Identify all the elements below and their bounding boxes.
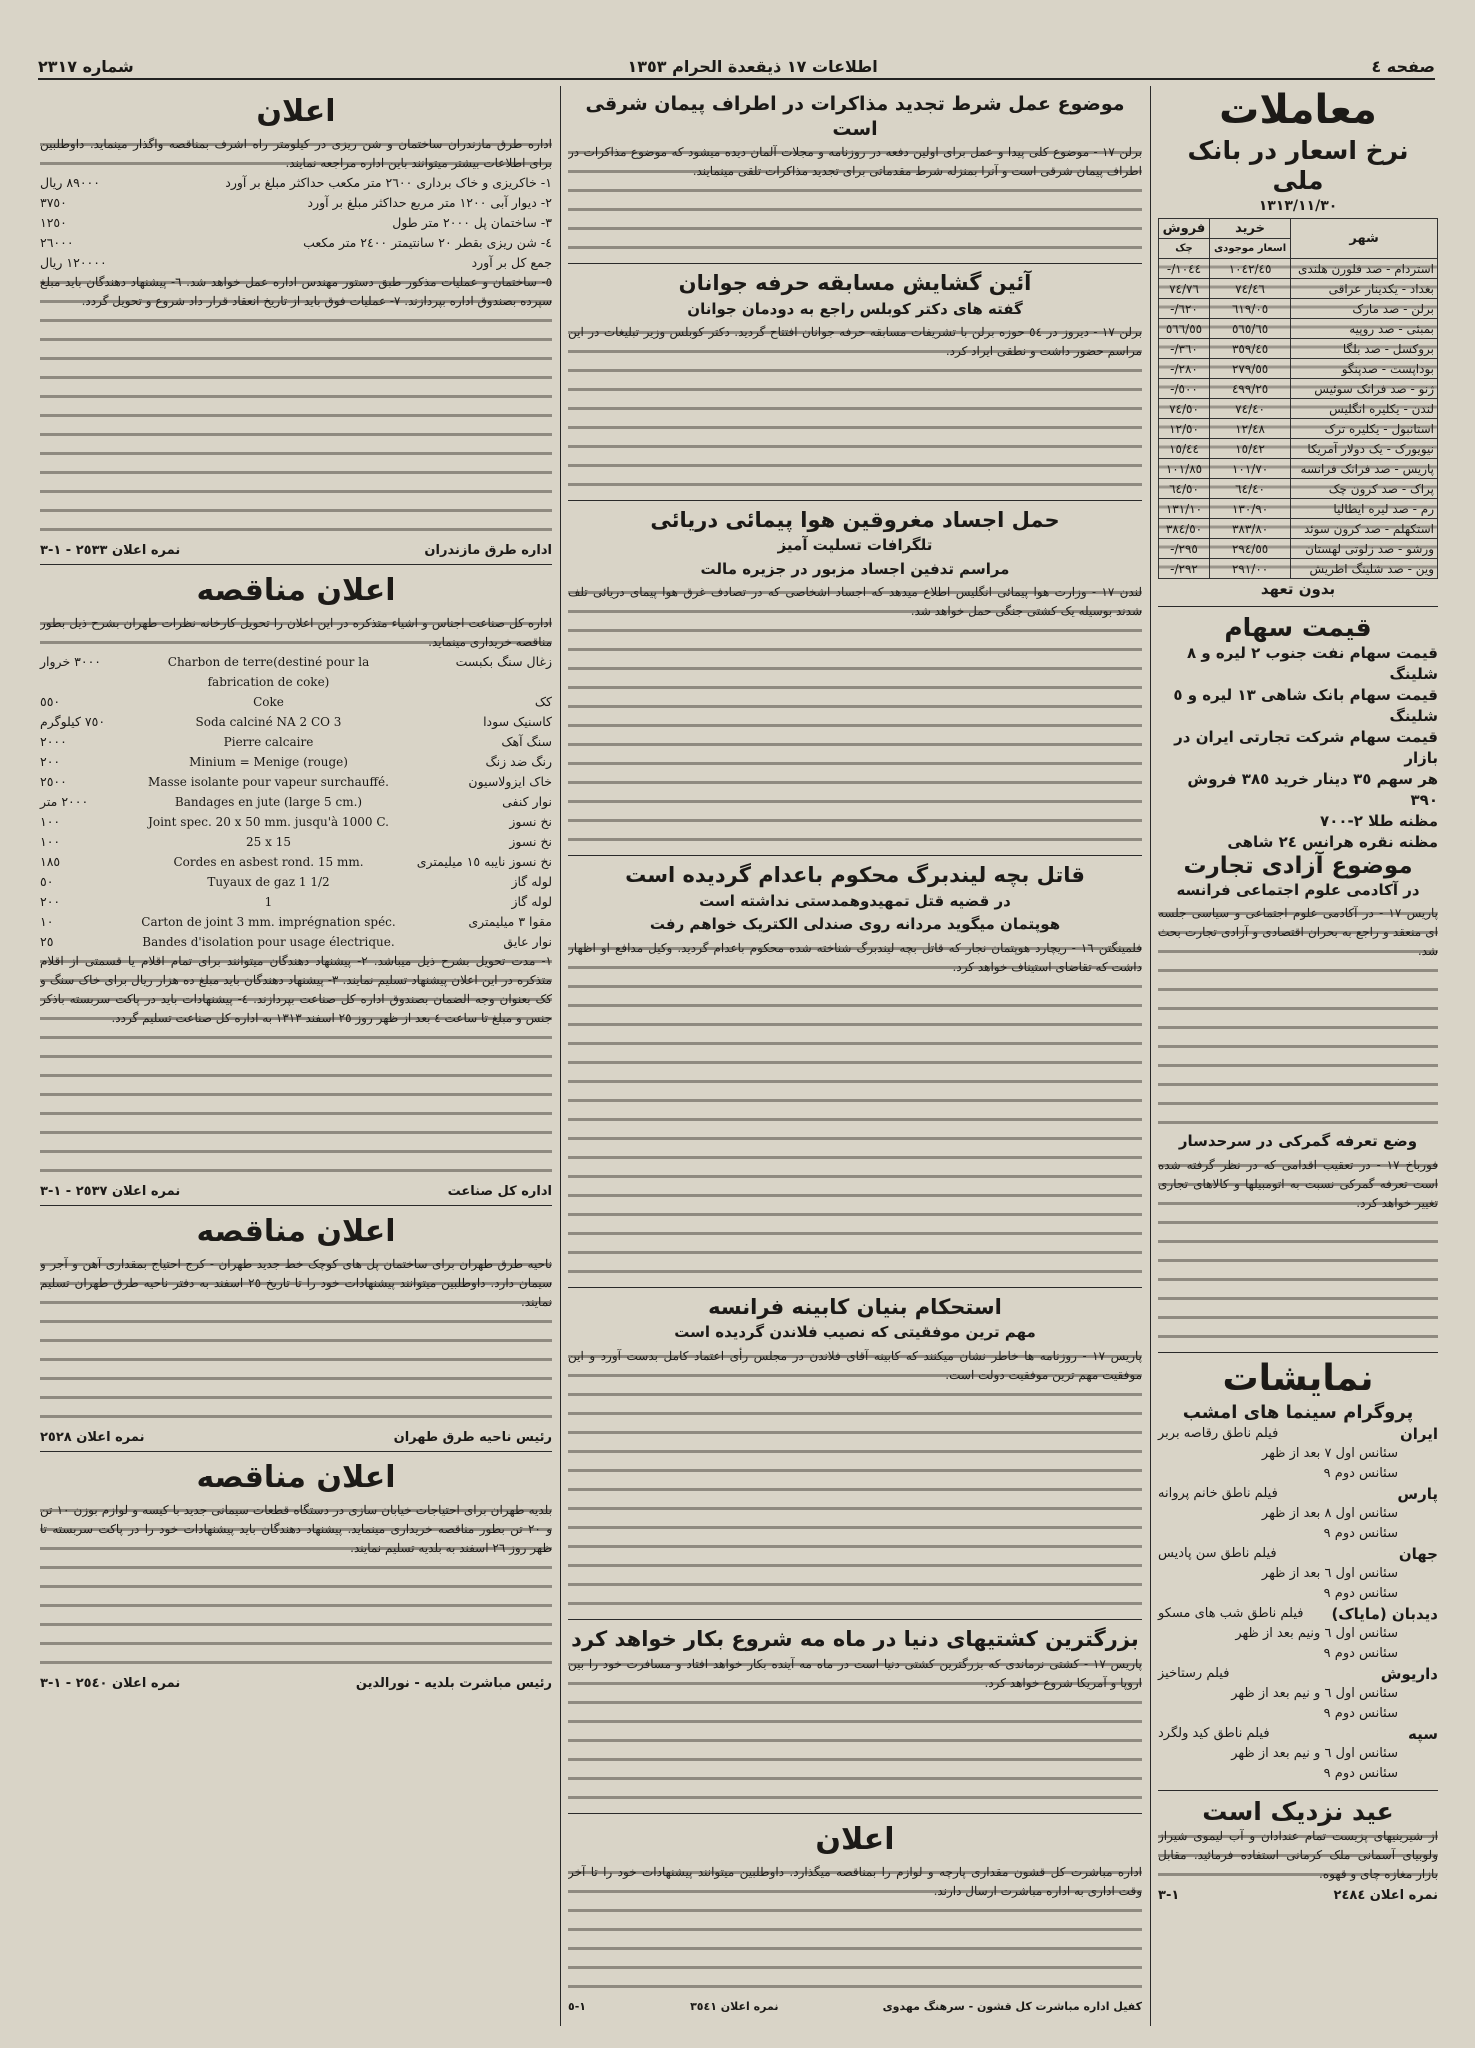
- article-subheadline: هوپتمان میگوید مردانه روی صندلی الکتریک خواهم رفت: [649, 915, 1061, 934]
- rate-city: نیویورک - یک دولار آمریکا: [1291, 439, 1438, 459]
- rate-row: [1159, 459, 1438, 479]
- date-line: اطلاعات ١٧ ذیقعدة الحرام ١٣٥٣: [627, 56, 878, 76]
- ad-number: نمره اعلان ٢٥٣٣ - ١-٣: [40, 543, 181, 558]
- ad-item-label: ٣- ساختمان پل ٢٠٠٠ متر طول: [392, 215, 552, 230]
- ad-item-french: Minium = Menige (rouge): [189, 755, 348, 769]
- ad-divider: [40, 1205, 552, 1206]
- ad-item: [40, 752, 552, 772]
- rate-city: رم - صد لیره ایطالیا: [1291, 499, 1438, 519]
- column-news: [568, 88, 1142, 2013]
- cinema-line: [1158, 1424, 1438, 1444]
- rate-sell: ٧٤/٧٦: [1159, 279, 1210, 299]
- cinema-showtime: سئانس اول ٨ بعد از ظهر: [1261, 1505, 1398, 1521]
- ad-divider: [40, 564, 552, 565]
- ad-item: [40, 832, 552, 852]
- rate-city: برلن - صد مارک: [1291, 299, 1438, 319]
- ad-item-value: ١٢٠٠٠٠ ریال: [40, 255, 107, 270]
- rate-row: [1159, 319, 1438, 339]
- ad-item-persian: کک: [534, 694, 552, 709]
- article-headline: استحکام بنیان کابینه فرانسه: [708, 1294, 1002, 1319]
- rate-sell: ١٠٤٤/-: [1159, 259, 1210, 279]
- stock-line: قیمت سهام شرکت تجارتی ایران در بازار: [1174, 728, 1438, 767]
- ad-item-quantity: ٢٠٠٠: [40, 734, 67, 749]
- ad-item-persian: خاک ایزولاسیون: [468, 774, 552, 789]
- stock-line: قیمت سهام بانک شاهی ١٣ لیره و ٥ شلینگ: [1173, 686, 1438, 725]
- ad-item-quantity: ٢٠٠٠ متر: [40, 794, 89, 809]
- eid-footer: [1158, 1888, 1438, 1903]
- ad-item: [40, 912, 552, 932]
- cinema-film: فیلم ناطق کید ولگرد: [1158, 1725, 1270, 1741]
- rate-city: وین - صد شلینگ اطریش: [1291, 559, 1438, 579]
- rate-row: [1159, 399, 1438, 419]
- sell-header: فروش: [1159, 219, 1210, 239]
- section-divider: [1158, 1790, 1438, 1791]
- ad-item: [40, 173, 552, 193]
- rate-row: [1159, 259, 1438, 279]
- section-divider: [1158, 606, 1438, 607]
- cinema-name: ایران: [1399, 1424, 1438, 1443]
- rate-row: [1159, 499, 1438, 519]
- stock-title: قیمت سهام: [1224, 613, 1372, 642]
- notice-footer: [568, 2000, 1142, 2013]
- ad-item-quantity: ٥٥٠: [40, 694, 61, 709]
- ad-item-quantity: ٧٥٠ کیلوگرم: [40, 714, 106, 729]
- exchange-rates-table: [1158, 218, 1438, 579]
- article-headline: آئین گشایش مسابقه حرفه جوانان: [678, 271, 1032, 296]
- ad-item-french: Joint spec. 20 x 50 mm. jusqu'à 1000 C.: [148, 815, 389, 829]
- free-trade-body: پاریس ١٧ - در آکادمی علوم اجتماعی و سیاسی جلسه ای منعقد و راجع به بحران اقتصادی و آزادی تجارت بحث شد.: [1158, 904, 1438, 1132]
- page-number: صفحه ٤: [1371, 56, 1435, 76]
- ad-item-label: جمع کل بر آورد: [471, 255, 552, 270]
- stock-list: [1158, 643, 1438, 853]
- rate-row: [1159, 359, 1438, 379]
- rate-city: بوداپست - صدپنگو: [1291, 359, 1438, 379]
- cinema-line: [1158, 1664, 1438, 1684]
- ad-item: [40, 253, 552, 273]
- ad-item-persian: نخ نسوز: [509, 834, 552, 849]
- stock-line: مظنه طلا ٢-٧٠٠: [1320, 812, 1438, 830]
- rate-city: ژنو - صد فرانک سوئیس: [1291, 379, 1438, 399]
- rates-title: نرخ اسعار در بانک ملی: [1187, 136, 1409, 195]
- ad-title: اعلان: [256, 94, 336, 129]
- column-rule: [1150, 86, 1151, 2026]
- ad-divider: [40, 1451, 552, 1452]
- article-divider: [568, 1287, 1142, 1288]
- free-trade-title: موضوع آزادی تجارت: [1183, 853, 1413, 879]
- rate-row: [1159, 279, 1438, 299]
- ad-item: [40, 732, 552, 752]
- ad-footer: [40, 1430, 552, 1445]
- rate-buy: ١٠٤٢/٤٥: [1209, 259, 1290, 279]
- column-ads: [40, 88, 552, 1691]
- ad-item-quantity: ١٠: [40, 914, 54, 929]
- cinema-item: [1158, 1544, 1438, 1604]
- rate-buy: ٧٤/٤٠: [1209, 399, 1290, 419]
- rate-city: استردام - صد فلورن هلندی: [1291, 259, 1438, 279]
- ad-title: اعلان مناقصه: [196, 1460, 396, 1495]
- cinema-line: [1158, 1544, 1438, 1564]
- ad-item: [40, 932, 552, 952]
- rate-buy: ٢٩٤/٥٥: [1209, 539, 1290, 559]
- ad-item-persian: نوار کنفی: [502, 794, 552, 809]
- ad-item-persian: نخ نسوز نایبه ١٥ میلیمتری: [416, 854, 552, 869]
- cinema-name: دیدبان (مایاک): [1331, 1604, 1438, 1623]
- rate-row: [1159, 479, 1438, 499]
- rates-date: ١٣١٣/١١/٣٠: [1258, 198, 1338, 214]
- cinema-item: [1158, 1484, 1438, 1544]
- cinema-line: [1158, 1724, 1438, 1744]
- ad-item-french: Bandages en jute (large 5 cm.): [174, 795, 363, 809]
- cinema-list: [1158, 1424, 1438, 1784]
- ad-item-value: ٣٧٥٠: [40, 195, 67, 210]
- ad-item-persian: زغال سنگ بکبست: [455, 654, 552, 669]
- cinema-item: [1158, 1724, 1438, 1784]
- ad-item: [40, 193, 552, 213]
- ad-item-value: ٨٩٠٠٠ ریال: [40, 175, 100, 190]
- article-headline: موضوع عمل شرط تجدید مذاکرات در اطراف پیمان شرقی است: [585, 93, 1125, 140]
- rate-city: پراک - صد کرون چک: [1291, 479, 1438, 499]
- cinema-showtime: سئانس دوم ٩: [1323, 1585, 1398, 1601]
- ad-item-persian: لوله گاز: [511, 874, 552, 889]
- rate-sell: ١٥/٤٤: [1159, 439, 1210, 459]
- rate-buy: ٦١٩/٠٥: [1209, 299, 1290, 319]
- stock-line: مظنه نقره هرانس ٢٤ شاهی: [1227, 833, 1438, 851]
- ad-footer: [40, 543, 552, 558]
- notice-signature: کفیل اداره مباشرت کل قشون - سرهنگ مهدوی: [882, 1999, 1142, 2013]
- ad-item: [40, 812, 552, 832]
- rate-row: [1159, 419, 1438, 439]
- ad-body: بلدیه طهران برای احتیاجات خیابان سازی در دستگاه قطعات سیمانی جدید با کیسه و لوازم بوزن ١٠ تن و ٢٠ تن بطور مناقصه خریداری مینماید. پیشنهاد دهندگان باید پیشنهادات خود را در پاکت سربسته تا ظهر روز ٢٦ اسفند به بلدیه تسلیم نمایند.: [40, 1501, 552, 1672]
- cinema-showtime: سئانس دوم ٩: [1323, 1645, 1398, 1661]
- ad-item: [40, 692, 552, 712]
- ad-item-persian: مقوا ٣ میلیمتری: [468, 914, 552, 929]
- ad-item-label: ٤- شن ریزی بقطر ٢٠ سانتیمتر ٢٤٠٠ متر مکعب: [303, 235, 552, 250]
- rate-buy: ٣٨٣/٨٠: [1209, 519, 1290, 539]
- ad-number: نمره اعلان ٢٤٨٤: [1333, 1887, 1438, 1903]
- customs-body: فورباخ ١٧ - در تعقیب اقدامی که در نظر گرفته شده است تعرفه گمرکی نسبت به اتومبیلها و کالاهای تجاری تغییر خواهد کرد.: [1158, 1156, 1438, 1346]
- city-header: شهر: [1291, 219, 1438, 259]
- cinema-item: [1158, 1604, 1438, 1664]
- rate-sell: ٢٩٥/-: [1159, 539, 1210, 559]
- rate-sell: ٧٤/٥٠: [1159, 399, 1210, 419]
- notice-body: اداره مباشرت کل قشون مقداری پارچه و لوازم را بمناقصه میگذارد. داوطلبین میتوانند پیشنهادات خود را تا آخر وقت اداری به اداره مباشرت ارسال دارند.: [568, 1863, 1142, 1996]
- ad-item: [40, 852, 552, 872]
- cinema-item: [1158, 1664, 1438, 1724]
- article-subheadline: مهم ترین موفقیتی که نصیب فلاندن گردیده است: [674, 1323, 1036, 1342]
- ad-item-french: Coke: [253, 695, 284, 709]
- rate-sell: ١٣١/١٠: [1159, 499, 1210, 519]
- ad-item-french: Carton de joint 3 mm. imprégnation spéc.: [141, 915, 396, 929]
- rate-city: بغداد - یکدینار عراقی: [1291, 279, 1438, 299]
- article-divider: [568, 1813, 1142, 1814]
- buy-subheader: اسعار موجودی: [1209, 239, 1290, 259]
- ad-item-french: 25 x 15: [246, 835, 291, 849]
- article-subheadline: تلگرافات تسلیت آمیز: [777, 536, 933, 555]
- ad-item-quantity: ١٠٠: [40, 814, 61, 829]
- ad-item-list: [40, 173, 552, 273]
- rate-sell: ٢٩٢/-: [1159, 559, 1210, 579]
- rate-row: [1159, 339, 1438, 359]
- ad-item-french: 1: [264, 895, 273, 909]
- issue-number: شماره ٢٣١٧: [38, 56, 134, 76]
- rate-sell: ١٢/٥٠: [1159, 419, 1210, 439]
- ad-signature: رئیس مباشرت بلدیه - نورالدین: [355, 1676, 552, 1691]
- article-subheadline: در قضیه قتل تمهیدوهمدستی نداشته است: [699, 891, 1011, 910]
- ad-item-french: Pierre calcaire: [223, 735, 314, 749]
- article-body: فلمینگتن ١٦ - ریچارد هوپتمان نجار که قاتل بچه لیندبرگ شناخته شده محکوم باعدام گردید. وکیل مدافع او اظهار داشت که تقاضای استیناف خواهد کرد.: [568, 939, 1142, 1281]
- ad-item-french: Tuyaux de gaz 1 1/2: [207, 875, 330, 889]
- rate-buy: ٢٩١/٠٠: [1209, 559, 1290, 579]
- ad-number: نمره اعلان ٣٥٤١: [690, 1999, 779, 2013]
- ad-item-persian: کاسنیک سودا: [483, 714, 552, 729]
- ad-item: [40, 792, 552, 812]
- ad-item: [40, 652, 552, 692]
- ad-number: نمره اعلان ٢٥٢٨: [40, 1430, 145, 1445]
- cinema-showtime: سئانس اول ٦ ونیم بعد از ظهر: [1235, 1625, 1398, 1641]
- buy-header: خرید: [1209, 219, 1290, 239]
- rate-buy: ١٣٠/٩٠: [1209, 499, 1290, 519]
- cinema-item: [1158, 1424, 1438, 1484]
- rate-city: استانبول - یکلیره ترک: [1291, 419, 1438, 439]
- rate-city: بمبئی - صد روپیه: [1291, 319, 1438, 339]
- ad-footer: [40, 1184, 552, 1199]
- eid-body: از شیرینیهای پزیست تمام عندادان و آب لیموی شیراز ولوبیای آسمانی ملک کرمانی استفاده فرمائید. مقابل بازار مغازه چای و قهوه.: [1158, 1827, 1438, 1884]
- customs-title: وضع تعرفه گمرکی در سرحدسار: [1178, 1132, 1418, 1151]
- article-divider: [568, 1619, 1142, 1620]
- cinema-film: فیلم ناطق سن پادیس: [1158, 1545, 1277, 1561]
- ad-footer: [40, 1676, 552, 1691]
- article-headline: حمل اجساد مغروقین هوا پیمائی دریائی: [650, 508, 1060, 533]
- ad-item-persian: نخ نسوز: [509, 814, 552, 829]
- rate-row: [1159, 379, 1438, 399]
- ad-body: ناحیه طرق طهران برای ساختمان پل های کوچک خط جدید طهران - کرج احتیاج بمقداری آهن و آجر و سیمان دارد. داوطلبین میتوانند پیشنهادات خود را تا تاریخ ٢٥ اسفند به دفتر ناحیه طرق طهران تسلیم نمایند.: [40, 1255, 552, 1426]
- column-rule: [560, 86, 561, 2026]
- rates-note: بدون تعهد: [1260, 580, 1336, 598]
- rate-buy: ٧٤/٤٦: [1209, 279, 1290, 299]
- rate-sell: ٣٨٤/٥٠: [1159, 519, 1210, 539]
- cinema-line: [1158, 1484, 1438, 1504]
- rate-buy: ١٥/٤٢: [1209, 439, 1290, 459]
- ad-item: [40, 772, 552, 792]
- ad-item-persian: سنگ آهک: [501, 734, 552, 749]
- rate-city: ورشو - صد زلوتی لهستان: [1291, 539, 1438, 559]
- rate-buy: ٣٥٩/٤٥: [1209, 339, 1290, 359]
- cinema-showtime: سئانس دوم ٩: [1323, 1765, 1398, 1781]
- cinema-film: فیلم رستاخیز: [1158, 1665, 1230, 1681]
- ad-item-value: ٢٦٠٠٠: [40, 235, 74, 250]
- ad-sequence: ١-٥: [568, 1999, 587, 2013]
- article-headline: بزرگترین کشتیهای دنیا در ماه مه شروع بکار خواهد کرد: [571, 1626, 1139, 1651]
- ad-signature: اداره طرق مازندران: [424, 543, 552, 558]
- article-subheadline: گفته های دکتر کوبلس راجع به دودمان جوانان: [687, 299, 1023, 318]
- cinema-name: پارس: [1397, 1484, 1438, 1503]
- rate-sell: ٦٤/٥٠: [1159, 479, 1210, 499]
- rate-buy: ١٢/٤٨: [1209, 419, 1290, 439]
- article-divider: [568, 263, 1142, 264]
- rate-row: [1159, 519, 1438, 539]
- rate-row: [1159, 559, 1438, 579]
- ad-item: [40, 213, 552, 233]
- article-divider: [568, 855, 1142, 856]
- notice-title: اعلان: [815, 1821, 895, 1857]
- cinema-program-title: پروگرام سینما های امشب: [1182, 1402, 1414, 1424]
- rate-buy: ٢٧٩/٥٥: [1209, 359, 1290, 379]
- rate-sell: ٢٨٠/-: [1159, 359, 1210, 379]
- ad-item-french: Masse isolante pour vapeur surchauffé.: [148, 775, 389, 789]
- ad-title: اعلان مناقصه: [196, 1214, 396, 1249]
- cinema-showtime: سئانس دوم ٩: [1323, 1525, 1398, 1541]
- rate-row: [1159, 299, 1438, 319]
- article-divider: [568, 500, 1142, 501]
- ad-title: اعلان مناقصه: [196, 573, 396, 608]
- rate-city: استکهلم - صد کرون سوئد: [1291, 519, 1438, 539]
- cinema-film: فیلم ناطق رقاصه بربر: [1158, 1425, 1279, 1441]
- ad-item-quantity: ٥٠: [40, 874, 54, 889]
- ad-item-quantity: ٢٠٠: [40, 894, 61, 909]
- rate-buy: ٥٦٥/٦٥: [1209, 319, 1290, 339]
- ad-item-persian: رنگ ضد زنگ: [485, 754, 552, 769]
- cinema-film: فیلم ناطق شب های مسکو: [1158, 1605, 1304, 1621]
- rate-sell: ٥٦٦/٥٥: [1159, 319, 1210, 339]
- ad-item-quantity: ١٨٥: [40, 854, 61, 869]
- ad-item-persian: لوله گاز: [511, 894, 552, 909]
- markets-masthead: معاملات: [1219, 87, 1377, 133]
- cinema-line: [1158, 1604, 1438, 1624]
- ad-signature: رئیس ناحیه طرق طهران: [393, 1430, 552, 1445]
- stock-line: قیمت سهام نفت جنوب ٢ لیره و ٨ شلینگ: [1186, 644, 1438, 683]
- rate-city: بروکسل - صد بلگا: [1291, 339, 1438, 359]
- ad-item-french: Charbon de terre(destiné pour la fabrication de coke): [167, 655, 370, 689]
- article-body: پاریس ١٧ - کشتی نرماندی که بزرگترین کشتی دنیا است در ماه مه آینده بکار خواهد افتاد و مسافرت خود را بین اروپا و آمریکا شروع خواهد کرد.: [568, 1655, 1142, 1807]
- cinema-name: سپه: [1408, 1724, 1438, 1743]
- ad-item-quantity: ٣٠٠٠ خروار: [40, 654, 102, 669]
- rate-city: پاریس - صد فرانک فرانسه: [1291, 459, 1438, 479]
- rate-sell: ٥٠٠/-: [1159, 379, 1210, 399]
- ad-item-quantity: ٢٥: [40, 934, 54, 949]
- rate-row: [1159, 439, 1438, 459]
- cinema-showtime: سئانس دوم ٩: [1323, 1465, 1398, 1481]
- rate-sell: ١٠١/٨٥: [1159, 459, 1210, 479]
- ad-item: [40, 712, 552, 732]
- rate-row: [1159, 539, 1438, 559]
- rates-body: [1159, 259, 1438, 579]
- ad-body: اداره کل صناعت اجناس و اشیاء متذکره در این اعلان را تحویل کارخانه نظرات طهران بشرح ذیل بطور مناقصه خریداری مینماید.: [40, 614, 552, 652]
- section-divider: [1158, 1352, 1438, 1353]
- ad-item-label: ٢- دیوار آبی ١٢٠٠ متر مربع حداکثر مبلغ بر آورد: [307, 195, 552, 210]
- ad-body: اداره طرق مازندران ساختمان و شن ریزی در کیلومتر راه اشرف بمناقصه واگذار مینماید. داوطلبین برای اطلاعات بیشتر میتوانند باین اداره مراجعه نمایند.: [40, 135, 552, 173]
- ad-item-list: [40, 652, 552, 952]
- running-head: [38, 54, 1435, 80]
- article-headline: قاتل بچه لیندبرگ محکوم باعدام گردیده است: [625, 863, 1085, 888]
- sell-subheader: چک: [1159, 239, 1210, 259]
- rate-buy: ١٠١/٧٠: [1209, 459, 1290, 479]
- cinema-showtime: سئانس اول ٦ و نیم بعد از ظهر: [1231, 1745, 1398, 1761]
- ad-item-french: Bandes d'isolation pour usage électrique.: [142, 935, 395, 949]
- rate-buy: ٤٩٩/٢٥: [1209, 379, 1290, 399]
- ad-item-label: ١- خاکریزی و خاک برداری ٢٦٠٠ متر مکعب حداکثر مبلغ بر آورد: [225, 175, 552, 190]
- ad-item-quantity: ٢٠٠: [40, 754, 61, 769]
- stock-line: هر سهم ٣٥ دینار خرید ٣٨٥ فروش ٣٩٠: [1187, 770, 1438, 809]
- article-body: برلن ١٧ - دیروز در ٥٤ حوزه برلن با تشریفات مسابقه حرفه جوانان افتتاح گردید. دکتر کوبلس وزیر تبلیغات در این مراسم حضور داشت و نطقی ایراد کرد.: [568, 323, 1142, 494]
- eid-title: عید نزدیک است: [1202, 1796, 1394, 1826]
- cinema-name: داریوش: [1380, 1664, 1438, 1683]
- cinema-film: فیلم ناطق خانم پروانه: [1158, 1485, 1278, 1501]
- free-trade-subtitle: در آکادمی علوم اجتماعی فرانسه: [1176, 880, 1420, 899]
- ad-number: نمره اعلان ٢٥٤٠ - ١-٣: [40, 1676, 181, 1691]
- ad-body: ٥- ساختمان و عملیات مذکور طبق دستور مهندس اداره عمل خواهد شد. ٦- پیشنهاد دهندگان باید مبلغ سپرده بصندوق اداره بپردازند. ٧- عملیات فوق باید از تاریخ انعقاد قرار داد شروع و تحویل گردد.: [40, 273, 552, 539]
- cinema-name: جهان: [1398, 1544, 1438, 1563]
- shows-masthead: نمایشات: [1222, 1357, 1374, 1399]
- rate-buy: ٦٤/٤٠: [1209, 479, 1290, 499]
- rate-sell: ٦٢٠/-: [1159, 299, 1210, 319]
- article-subheadline: مراسم تدفین اجساد مزبور در جزیره مالت: [700, 559, 1010, 578]
- ad-item-value: ١٢٥٠: [40, 215, 67, 230]
- ad-item-persian: نوار عایق: [503, 934, 552, 949]
- rate-city: لندن - یکلیره انگلیس: [1291, 399, 1438, 419]
- cinema-showtime: سئانس اول ٧ بعد از ظهر: [1261, 1445, 1398, 1461]
- article-body: پاریس ١٧ - روزنامه ها خاطر نشان میکنند که کابینه آقای فلاندن در مجلس رأی اعتماد کامل بدست آورد و این موفقیت مهم ترین موفقیت دولت است.: [568, 1347, 1142, 1613]
- ad-body: ١- مدت تحویل بشرح ذیل میباشد. ٢- پیشنهاد دهندگان میتوانند برای تمام اقلام یا قسمتی از اقلام متذکره در این اعلان پیشنهاد تسلیم نمایند. ٣- پیشنهاد دهندگان باید مبلغ ده هزار ریال برای خاک سنگ و کک بعنوان وجه الضمان بصندوق اداره کل صناعت بپردازند. ٤- پیشنهادات باید در پاکت سربسته باذکر جنس و مبلغ تا ساعت ٤ بعد از ظهر روز ٢٥ اسفند ١٣١٣ به اداره کل صناعت تسلیم گردد.: [40, 952, 552, 1180]
- article-body: لندن ١٧ - وزارت هوا پیمائی انگلیس اطلاع میدهد که اجساد اشخاصی که در تصادف غرق هوا پیمای دریائی تلف شدند بوسیله یک کشتی جنگی حمل خواهد شد.: [568, 583, 1142, 849]
- ad-item: [40, 872, 552, 892]
- ad-item-french: Cordes en asbest rond. 15 mm.: [173, 855, 364, 869]
- cinema-showtime: سئانس دوم ٩: [1323, 1705, 1398, 1721]
- cinema-showtime: سئانس اول ٦ و نیم بعد از ظهر: [1231, 1685, 1398, 1701]
- ad-item: [40, 892, 552, 912]
- article-body: برلن ١٧ - موضوع کلی پیدا و عمل برای اولین دفعه در روزنامه و مجلات آلمان دیده میشود که موضوع مذاکرات در اطراف پیمان شرقی است و آنرا بمنزله شرط مقدماتی برای تجدید مذاکرات تلقی مینمایند.: [568, 143, 1142, 257]
- column-markets: [1158, 88, 1438, 1903]
- ad-number: نمره اعلان ٢٥٣٧ - ١-٣: [40, 1184, 181, 1199]
- cinema-showtime: سئانس اول ٦ بعد از ظهر: [1261, 1565, 1398, 1581]
- ad-signature: اداره کل صناعت: [447, 1184, 552, 1199]
- ad-item-quantity: ١٠٠: [40, 834, 61, 849]
- ad-sequence: ١-٣: [1158, 1887, 1180, 1903]
- rate-sell: ٣٦٠/-: [1159, 339, 1210, 359]
- ad-item: [40, 233, 552, 253]
- ad-item-quantity: ٢٥٠٠: [40, 774, 67, 789]
- ad-item-french: Soda calciné NA 2 CO 3: [195, 715, 342, 729]
